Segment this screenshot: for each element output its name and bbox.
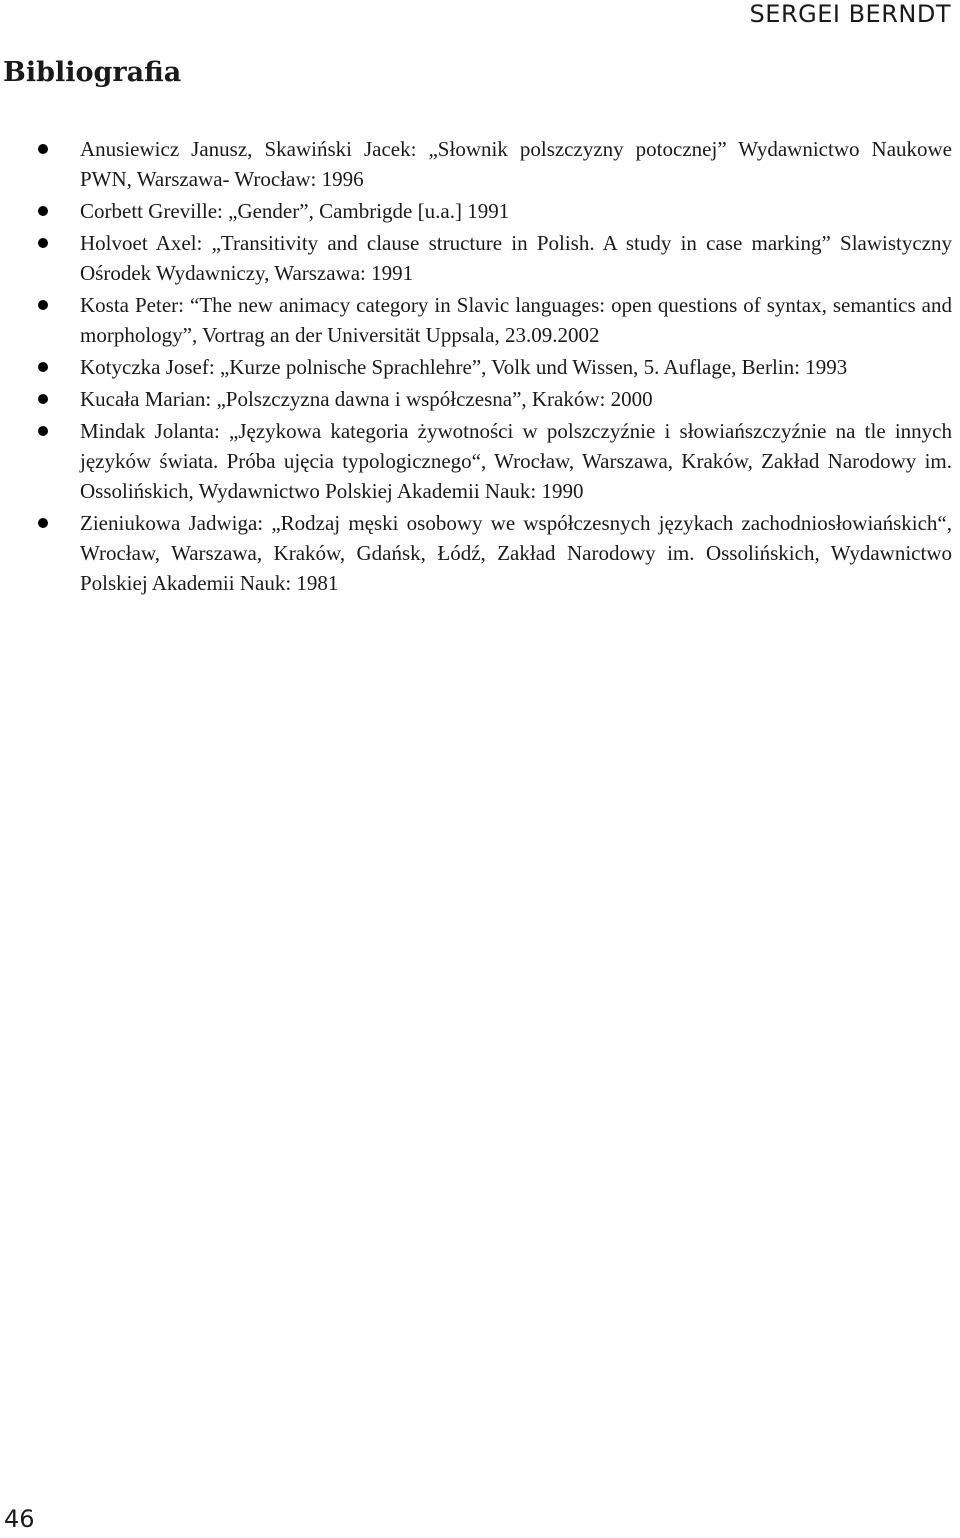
bullet-icon	[38, 362, 48, 372]
entry-text: Kotyczka Josef: „Kurze polnische Sprachlehre”, Volk und Wissen, 5. Auflage, Berlin: 1993	[80, 355, 848, 379]
entry-text: Kucała Marian: „Polszczyzna dawna i współczesna”, Kraków: 2000	[80, 387, 653, 411]
entry-text: Holvoet Axel: „Transitivity and clause structure in Polish. A study in case marking” Slawistyczny Ośrodek Wydawniczy, Warszawa: 1991	[80, 231, 952, 285]
bullet-icon	[38, 426, 48, 436]
bullet-icon	[38, 144, 48, 154]
bibliography-entry	[0, 508, 960, 598]
bibliography-entry	[0, 290, 960, 350]
bibliography-entry	[0, 134, 960, 194]
bullet-icon	[38, 394, 48, 404]
bibliography-entry	[0, 228, 960, 288]
entry-text: Mindak Jolanta: „Językowa kategoria żywotności w polszczyźnie i słowiańszczyźnie na tle innych języków świata. Próba ujęcia typologicznego“, Wrocław, Warszawa, Kraków, Zakład Narodowy im. Ossolińskich, Wydawnictwo Polskiej Akademii Nauk: 1990	[80, 419, 952, 503]
bibliography-entry	[0, 196, 960, 226]
bibliography-entry	[0, 416, 960, 506]
bullet-icon	[38, 300, 48, 310]
entry-text: Anusiewicz Janusz, Skawiński Jacek: „Słownik polszczyzny potocznej” Wydawnictwo Naukowe PWN, Warszawa- Wrocław: 1996	[80, 137, 952, 191]
entry-text: Zieniukowa Jadwiga: „Rodzaj męski osobowy we współczesnych językach zachodniosłowiańskich“, Wrocław, Warszawa, Kraków, Gdańsk, Łódź, Zakład Narodowy im. Ossolińskich, Wydawnictwo Polskiej Akademii Nauk: 1981	[80, 511, 952, 595]
bullet-icon	[38, 518, 48, 528]
entry-text: Corbett Greville: „Gender”, Cambrigde [u.a.] 1991	[80, 199, 510, 223]
bibliography-list	[0, 134, 960, 600]
page-number: 46	[4, 1505, 35, 1533]
bullet-icon	[38, 238, 48, 248]
bibliography-entry	[0, 352, 960, 382]
entry-text: Kosta Peter: “The new animacy category in Slavic languages: open questions of syntax, semantics and morphology”, Vortrag an der Universität Uppsala, 23.09.2002	[80, 293, 952, 347]
bibliography-entry	[0, 384, 960, 414]
bullet-icon	[38, 206, 48, 216]
page-title: Bibliografia	[3, 57, 182, 88]
running-header-author: SERGEI BERNDT	[749, 0, 951, 28]
